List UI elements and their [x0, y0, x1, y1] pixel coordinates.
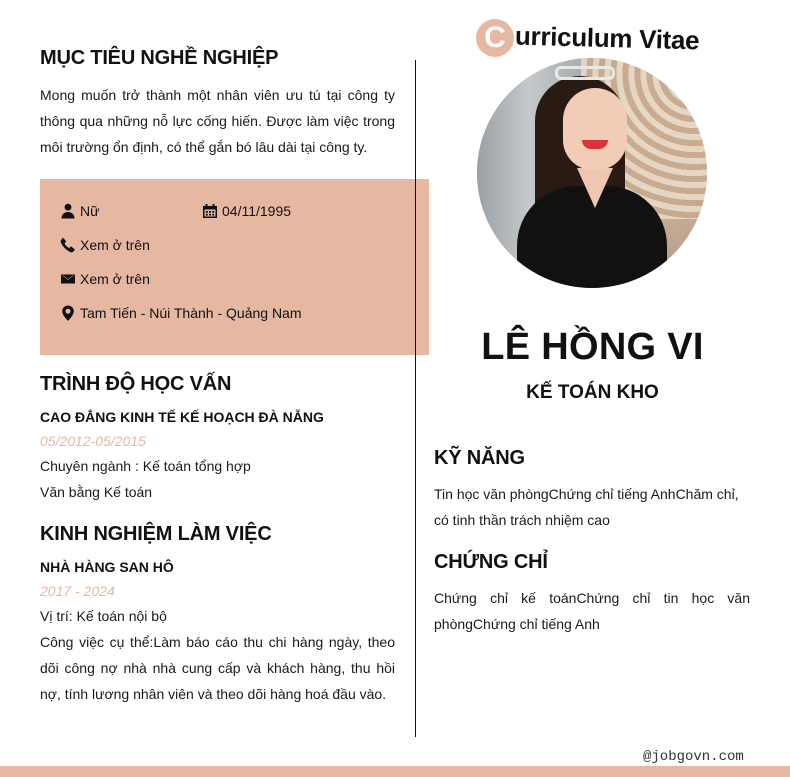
info-address — [60, 303, 302, 323]
education-degree: Văn bằng Kế toán — [40, 484, 153, 500]
education-major: Chuyên ngành : Kế toán tổng hợp — [40, 458, 251, 474]
info-gender — [60, 201, 99, 221]
education-title: TRÌNH ĐỘ HỌC VẤN — [40, 373, 232, 395]
info-phone — [60, 235, 150, 255]
column-divider — [415, 60, 416, 737]
profile-name: LÊ HỒNG VI — [481, 326, 704, 368]
objective-text: Mong muốn trở thành một nhân viên ưu tú tại công ty thông qua những nỗ lực cống hiến. Được làm việc trong môi trường ổn định, có thể gắn bó lâu dài tại công ty. — [40, 87, 395, 155]
education-period: 05/2012-05/2015 — [40, 433, 146, 449]
profile-job-title: KẾ TOÁN KHO — [526, 382, 659, 403]
experience-period: 2017 - 2024 — [40, 583, 115, 599]
certificates-title: CHỨNG CHỈ — [434, 551, 548, 573]
info-email — [60, 269, 150, 289]
skills-text: Tin học văn phòngChứng chỉ tiếng AnhChăm chỉ, có tinh thần trách nhiệm cao — [434, 486, 739, 528]
calendar-icon — [202, 203, 218, 219]
personal-info-box — [40, 179, 429, 355]
info-birthday — [202, 201, 291, 221]
certificates-text: Chứng chỉ kế toánChứng chỉ tin học văn phòngChứng chỉ tiếng Anh — [434, 590, 750, 632]
cv-logo-text: urriculum Vitae — [514, 20, 700, 55]
experience-description: Công việc cụ thể:Làm báo cáo thu chi hàng ngày, theo dõi công nợ nhà nhà cung cấp và khách hàng, thu hồi nợ, tính lương nhân viên và theo dõi hàng hoá đầu vào. — [40, 634, 395, 702]
experience-title: KINH NGHIỆM LÀM VIỆC — [40, 523, 272, 545]
footer-watermark: @jobgovn.com — [643, 749, 744, 765]
footer-bar — [0, 766, 790, 777]
experience-company: NHÀ HÀNG SAN HÔ — [40, 559, 174, 575]
profile-photo — [477, 58, 707, 288]
skills-title: KỸ NĂNG — [434, 447, 525, 469]
address-value: Tam Tiến - Núi Thành - Quảng Nam — [80, 305, 302, 321]
phone-icon — [60, 237, 76, 253]
birthday-value: 04/11/1995 — [222, 203, 292, 219]
user-icon — [60, 203, 76, 219]
objective-title: MỤC TIÊU NGHỀ NGHIỆP — [40, 47, 279, 69]
cv-logo-initial: C — [476, 19, 514, 57]
location-pin-icon — [60, 305, 76, 321]
phone-value: Xem ở trên — [80, 237, 150, 253]
gender-value: Nữ — [80, 203, 100, 219]
email-value: Xem ở trên — [80, 271, 150, 287]
cv-logo — [476, 18, 699, 58]
experience-position: Vị trí: Kế toán nội bộ — [40, 608, 167, 624]
education-school: CAO ĐẲNG KINH TẾ KẾ HOẠCH ĐÀ NẴNG — [40, 409, 324, 425]
mail-icon — [60, 271, 76, 287]
